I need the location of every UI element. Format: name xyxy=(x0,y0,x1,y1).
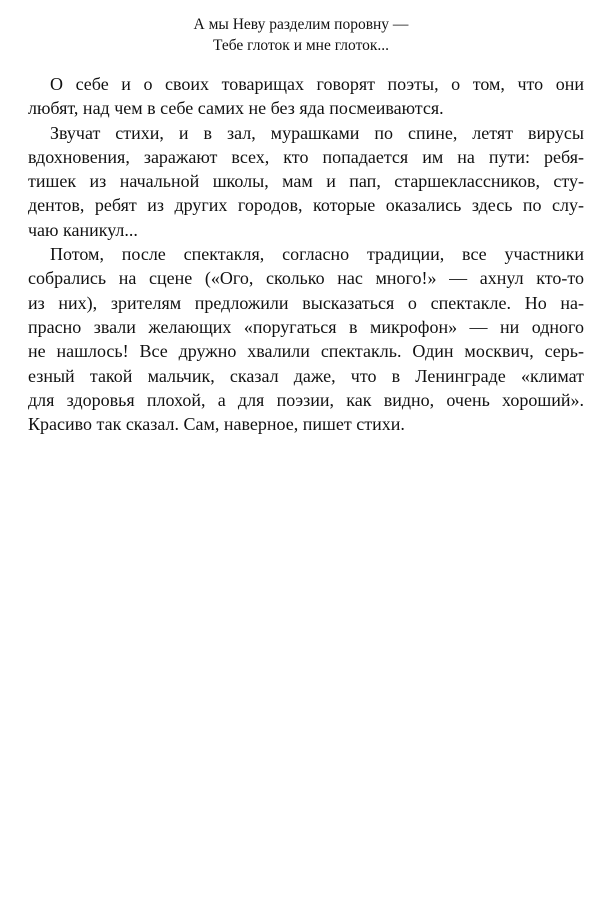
paragraph-3-line: Потом, после спектакля, согласно традиции, все участники xyxy=(50,244,584,265)
paragraph-2-line: чаю каникул... xyxy=(28,219,138,240)
paragraph-3-line: прасно звали желающих «поругаться в микрофон» — ни одного xyxy=(28,316,584,337)
paragraph-3-line: для здоровья плохой, а для поэзии, как видно, очень хороший». xyxy=(28,389,584,410)
paragraph-1-line: любят, над чем в себе самих не без яда посмеиваются. xyxy=(28,98,444,119)
paragraph-1-line: О себе и о своих товарищах говорят поэты, о том, что они xyxy=(50,74,584,94)
paragraph-2-line: Звучат стихи, и в зал, мурашками по спине, летят вирусы xyxy=(50,122,584,143)
paragraph-2-line: вдохновения, заражают всех, кто попадается им на пути: ребя- xyxy=(28,146,584,167)
paragraph-2-line: тишек из начальной школы, мам и пап, старшеклассников, сту- xyxy=(28,171,584,192)
epigraph-line: А мы Неву разделим поровну — xyxy=(193,16,409,33)
body-text xyxy=(28,72,584,436)
paragraph-3-line: из них), зрителям предложили высказаться о спектакле. Но на- xyxy=(28,292,584,313)
paragraph-2-line: дентов, ребят из других городов, которые оказались здесь по слу- xyxy=(28,195,584,216)
paragraph-3-line: Красиво так сказал. Сам, наверное, пишет стихи. xyxy=(28,414,405,435)
epigraph xyxy=(0,14,600,56)
paragraph-3-line: не нашлось! Все дружно хвалили спектакль. Один москвич, серь- xyxy=(28,341,584,362)
epigraph-line: Тебе глоток и мне глоток... xyxy=(212,37,390,54)
paragraph-3-line: езный такой мальчик, сказал даже, что в Ленинграде «климат xyxy=(28,365,584,386)
paragraph-3-line: собрались на сцене («Ого, сколько нас много!» — ахнул кто-то xyxy=(28,268,584,289)
